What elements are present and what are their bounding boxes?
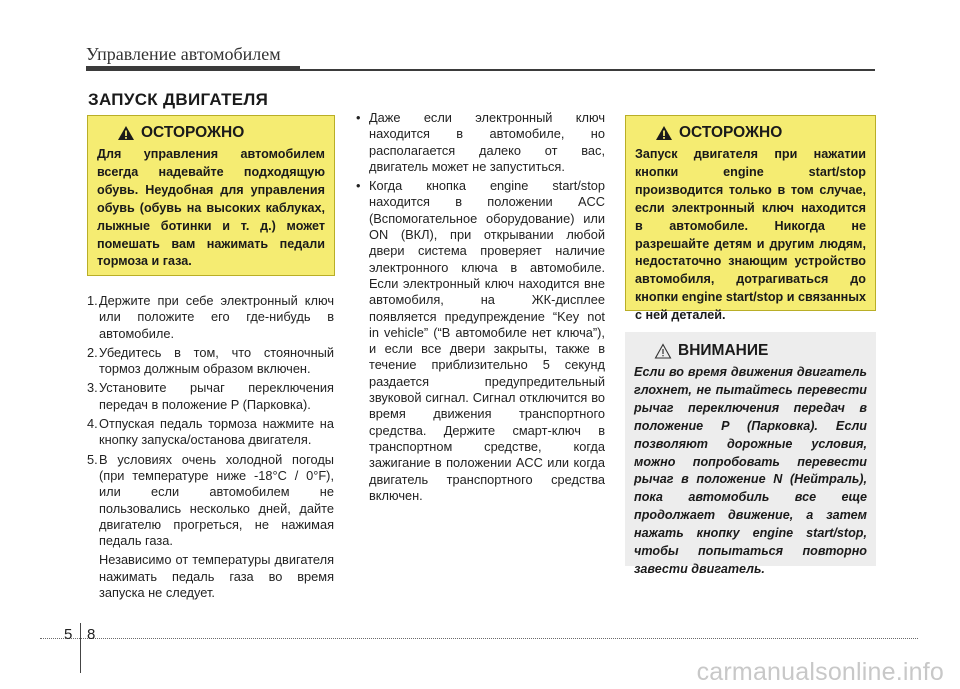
list-item xyxy=(356,178,605,504)
warning-text: Для управления автомобилем всегда надевайте подходящую обувь. Неудобная для управления обувь (обувь на высоких каблуках, лыжные ботинки и т. д.) может помешать вам нажимать педали тормоза и газа. xyxy=(97,147,325,269)
steps-column xyxy=(87,293,334,601)
list-item xyxy=(356,110,605,175)
step-number: 2. xyxy=(87,344,98,360)
warning-box-start-button xyxy=(625,115,876,323)
section-title: ЗАПУСК ДВИГАТЕЛЯ xyxy=(88,90,269,109)
warning-triangle-icon xyxy=(117,125,135,141)
step-number: 5. xyxy=(87,451,98,467)
step-text: Установите рычаг переключения передач в положение P (Парковка). xyxy=(99,380,334,412)
step-number: 3. xyxy=(87,380,98,396)
list-item xyxy=(87,345,334,378)
warning-box-footwear xyxy=(87,115,335,276)
bullet-text: Даже если электронный ключ находится в автомобиле, но располагается далеко от вас, двигатель может не запуститься. xyxy=(369,110,605,174)
caution-triangle-icon xyxy=(654,343,672,359)
caution-box xyxy=(625,332,876,576)
page-header-title: Управление автомобилем xyxy=(86,44,281,64)
caution-heading xyxy=(654,342,867,360)
chapter-number: 5 xyxy=(64,626,73,643)
step-extra-paragraph: Независимо от температуры двигателя нажимать педаль газа во время запуска не следует. xyxy=(99,552,334,601)
footer-dotted-rule xyxy=(40,638,918,639)
page-number: 8 xyxy=(87,626,96,643)
step-number: 1. xyxy=(87,293,98,308)
warning-heading-label: ОСТОРОЖНО xyxy=(679,124,783,141)
header-rule-thick xyxy=(86,66,300,71)
step-text: Убедитесь в том, что стояночный тормоз должным образом включен. xyxy=(99,344,334,377)
warning-heading-label: ОСТОРОЖНО xyxy=(141,124,245,141)
warning-heading xyxy=(117,124,325,142)
warning-heading xyxy=(655,124,866,142)
list-item xyxy=(87,380,334,413)
step-text: В условиях очень холодной погоды (при температуре ниже -18°C / 0°F), или если автомобилем не пользовались несколько дней, дайте двигателю прогреться, не нажимая педаль газа. xyxy=(99,451,334,549)
bullet-text: Когда кнопка engine start/stop находится в положении ACC (Вспомогательное оборудование) или ON (ВКЛ), при открывании любой двери система проверяет наличие электронного ключа в автомобиле. Если электронный ключ находится вне автомобиля, на ЖК-дисплее появляется предупреждение “Key not in vehicle” (“В автомобиле нет ключа”), и если все двери закрыты, также в течение приблизительно 5 секунд раздается предупредительный звуковой сигнал. Сигнал отключится во время движения транспортного средства. Держите смарт-ключ в транспортном средстве, когда зажигание в положении ACC или когда двигатель транспортного средства включен. xyxy=(369,178,605,503)
step-text: Держите при себе электронный ключ или положите его где-нибудь в автомобиле. xyxy=(99,293,334,341)
bullet-mark: • xyxy=(356,178,361,194)
step-text: Отпуская педаль тормоза нажмите на кнопку запуска/останова двигателя. xyxy=(99,416,334,448)
warning-text: Запуск двигателя при нажатии кнопки engine start/stop производится только в том случае, если электронный ключ находится в автомобиле. Никогда не разрешайте детям и другим людям, недостаточно знающим устройство автомобиля, дотрагиваться до кнопки engine start/stop и связанных с ней деталей. xyxy=(635,147,866,323)
notes-column xyxy=(356,110,605,507)
list-item xyxy=(87,416,334,449)
footer-divider xyxy=(80,623,81,673)
watermark: carmanualsonline.info xyxy=(696,658,944,686)
list-item xyxy=(87,293,334,342)
caution-text: Если во время движения двигатель глохнет, не пытайтесь перевести рычаг переключения передач в положение P (Парковка). Если позволяют дорожные условия, можно попробовать перевести рычаг в положение N (Нейтраль), пока автомобиль все еще продолжает движение, а затем нажать кнопку engine start/stop, чтобы попытаться повторно завести двигатель. xyxy=(634,365,867,576)
warning-triangle-icon xyxy=(655,125,673,141)
caution-heading-label: ВНИМАНИЕ xyxy=(678,342,769,359)
bullet-mark: • xyxy=(356,110,361,125)
step-number: 4. xyxy=(87,416,98,432)
header-rule-thin xyxy=(300,69,875,71)
list-item xyxy=(87,452,334,550)
